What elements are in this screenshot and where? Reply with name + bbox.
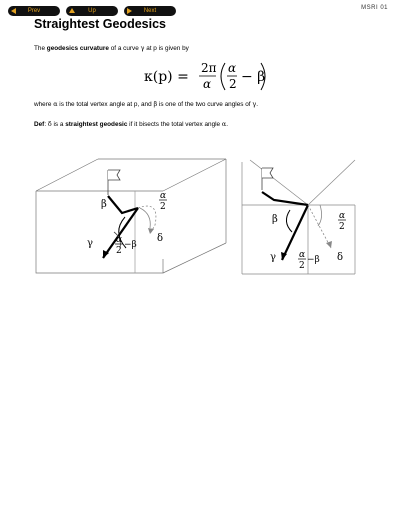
right-alpha-over2-den: 2 <box>339 222 345 232</box>
left-minus-beta: −β <box>124 240 137 250</box>
def-alpha: α <box>221 120 227 128</box>
where-c: is one of the two curve angles of <box>157 101 253 108</box>
curvature-formula <box>144 61 265 91</box>
where-beta: β <box>153 100 158 108</box>
formula-frac1-den: α <box>203 77 212 91</box>
left-delta-label: δ <box>157 233 164 244</box>
right-alpha-arc <box>318 205 322 226</box>
formula-minus-beta: − β <box>241 69 266 85</box>
right-delta-dashed <box>308 205 331 248</box>
definition-paragraph <box>34 120 228 129</box>
next-label: Next <box>143 8 157 14</box>
flag-icon-right <box>262 168 273 190</box>
intro-post: at p is given by <box>144 45 189 52</box>
where-a: where <box>34 101 54 108</box>
box-top-left-edge <box>36 159 98 191</box>
where-d: . <box>256 101 258 108</box>
delta-arrowhead <box>148 228 154 234</box>
up-label: Up <box>88 8 96 14</box>
right-half-alpha-num: α <box>299 250 306 260</box>
formula-frac1-num: 2π <box>201 61 217 75</box>
def-delta: δ <box>47 120 52 128</box>
def-b: is a <box>51 121 66 128</box>
intro-term: geodesics curvature <box>46 45 109 52</box>
right-delta-label: δ <box>337 252 344 263</box>
def-a: : <box>44 121 48 128</box>
box-top-right-edge <box>163 159 226 191</box>
right-gamma-label: γ <box>270 252 276 263</box>
formula-frac2-num: α <box>228 61 237 75</box>
curve-incoming <box>108 196 138 213</box>
right-delta-arrowhead <box>326 241 332 248</box>
def-c: if it bisects the total vertex angle <box>127 121 222 128</box>
box-bottom-right-edge <box>163 243 226 273</box>
prev-label: Prev <box>27 8 41 14</box>
right-alpha-over2-num: α <box>339 211 346 221</box>
box-front-outline <box>36 191 163 273</box>
def-d: . <box>226 121 228 128</box>
where-b: is the total vertex angle at p, and <box>57 101 154 108</box>
right-left-diagonal <box>250 160 308 205</box>
right-beta-arc <box>286 210 292 232</box>
alpha-angle-arc <box>140 208 150 228</box>
intro-mid: of a curve <box>108 45 141 52</box>
def-label: Def <box>34 121 45 128</box>
where-paragraph <box>34 100 258 109</box>
left-half-alpha-den: 2 <box>116 246 122 256</box>
intro-pre: The <box>34 45 47 52</box>
right-right-diagonal <box>308 160 355 205</box>
left-beta-label: β <box>101 199 107 210</box>
def-term: straightest geodesic <box>65 121 128 128</box>
where-alpha: α <box>53 100 58 108</box>
where-gamma: γ <box>252 100 257 108</box>
right-beta-label: β <box>272 214 278 225</box>
box-diagram <box>36 159 226 273</box>
left-alpha-over2-den: 2 <box>160 202 166 212</box>
formula-left-paren <box>221 63 225 90</box>
right-curve-incoming <box>262 192 308 205</box>
left-gamma-label: γ <box>87 238 93 249</box>
formula-frac2-den: 2 <box>229 77 237 91</box>
header-code: MSRI 01 <box>361 5 388 11</box>
left-half-alpha-num: α <box>116 235 123 245</box>
page-title: Straightest Geodesics <box>34 17 166 31</box>
left-alpha-over2-num: α <box>160 191 167 201</box>
right-minus-beta: −β <box>307 255 320 265</box>
formula-lhs: κ(p) = <box>144 69 189 85</box>
intro-gamma: γ <box>140 44 145 52</box>
right-half-alpha-den: 2 <box>299 261 305 271</box>
